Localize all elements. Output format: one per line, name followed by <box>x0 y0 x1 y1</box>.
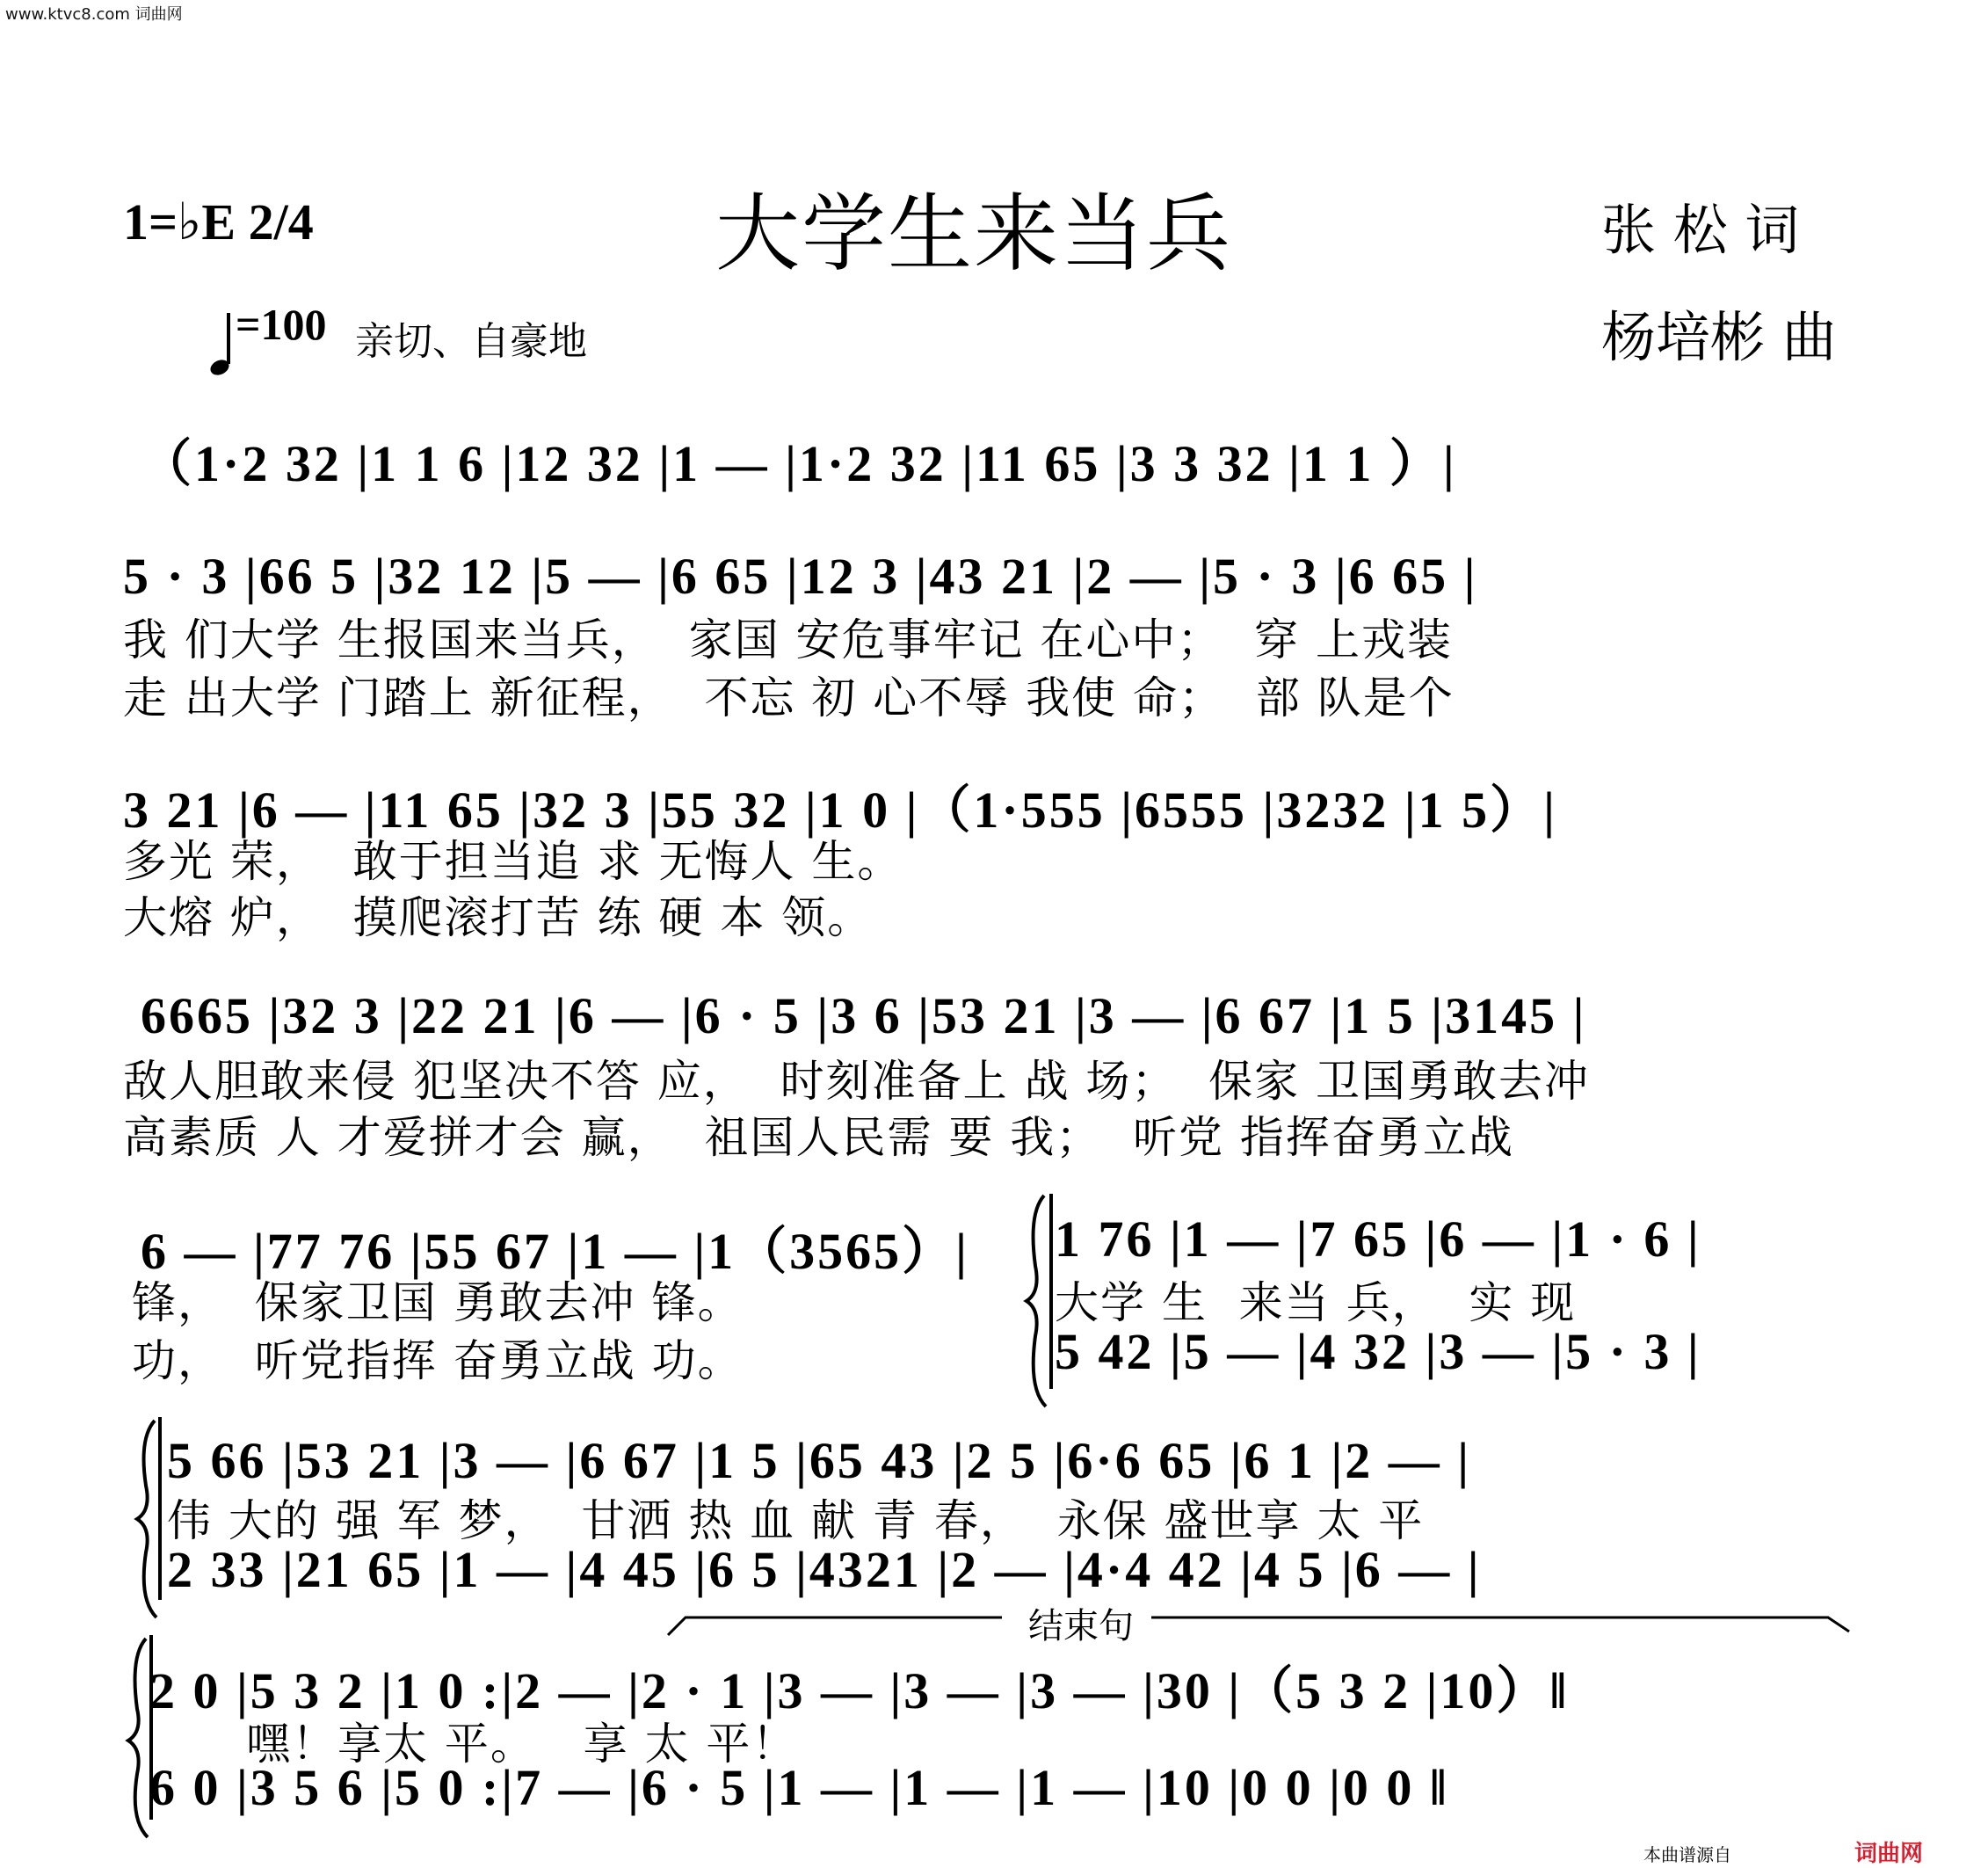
chorus2-lyrics: 伟 大的 强 军 梦， 甘洒 热 血 献 青 春， 永保 盛世享 太 平 <box>167 1495 1425 1546</box>
system4-lyrics-verse2: 功， 听党指挥 奋勇立战 功。 <box>132 1335 744 1386</box>
system2-lyrics-verse2: 大熔 炉， 摸爬滚打苦 练 硬 本 领。 <box>123 892 874 943</box>
chorus3-lower-voice: 6 0 |3 5 6 |5 0 :|7 — |6 · 5 |1 — |1 — |1 — |10 |0 0 |0 0 ‖ <box>149 1759 1449 1816</box>
tempo-marking: =100 <box>236 300 327 349</box>
ending-label: 结束句 <box>1019 1598 1143 1648</box>
chorus1-lower-voice: 5 42 |5 — |4 32 |3 — |5 · 3 | <box>1055 1323 1701 1380</box>
chorus2-upper-voice: 5 66 |53 21 |3 — |6 67 |1 5 |65 43 |2 5 |6·6 65 |6 1 |2 — | <box>167 1432 1472 1489</box>
chorus3-lyrics: 嘿！享太 平。 享 太 平！ <box>246 1719 798 1770</box>
system3-melody: 6665 |32 3 |22 21 |6 — |6 · 5 |3 6 |53 21 |3 — |6 67 |1 5 |3145 | <box>141 987 1587 1044</box>
chorus3-upper-voice: 2 0 |5 3 2 |1 0 :|2 — |2 · 1 |3 — |3 — |3 — |30 |（5 3 2 |10）‖ <box>149 1662 1570 1719</box>
intro-melody: （1·2 32 |1 1 6 |12 32 |1 — |1·2 32 |11 65 |3 3 32 |1 1 ）| <box>141 435 1457 492</box>
watermark: www.ktvc8.com 词曲网 <box>5 5 183 24</box>
system1-melody: 5 · 3 |66 5 |32 12 |5 — |6 65 |12 3 |43 21 |2 — |5 · 3 |6 65 | <box>123 548 1478 605</box>
key-signature: 1=♭E 2/4 <box>123 193 314 251</box>
system2-lyrics-verse1: 多光 荣， 敢于担当追 求 无悔人 生。 <box>123 836 903 887</box>
chorus1-lyrics: 大学 生 来当 兵， 实 现 <box>1055 1277 1577 1328</box>
system3-lyrics-verse2: 高素质 人 才爱拼才会 赢， 祖国人民需 要 我； 听党 指挥奋勇立战 <box>123 1112 1514 1163</box>
chorus2-lower-voice: 2 33 |21 65 |1 — |4 45 |6 5 |4321 |2 — |4·4 42 |4 5 |6 — | <box>167 1541 1482 1598</box>
footer-brand[interactable]: 词曲网 <box>1854 1841 1924 1867</box>
system1-lyrics-verse1: 我 们大学 生报国来当兵， 家国 安危事牢记 在心中； 穿 上戎装 <box>123 614 1454 665</box>
composer-credit: 杨培彬 曲 <box>1601 305 1837 369</box>
system4-melody: 6 — |77 76 |55 67 |1 — |1（3565）| <box>141 1223 969 1280</box>
chorus1-upper-voice: 1 76 |1 — |7 65 |6 — |1 · 6 | <box>1055 1210 1701 1268</box>
lyricist-credit: 张 松 词 <box>1601 198 1800 262</box>
system1-lyrics-verse2: 走 出大学 门踏上 新征程， 不忘 初 心不辱 我使 命； 部 队是个 <box>123 672 1455 723</box>
expression-marking: 亲切、自豪地 <box>355 319 587 364</box>
system2-melody: 3 21 |6 — |11 65 |32 3 |55 32 |1 0 |（1·555 |6555 |3232 |1 5）| <box>123 781 1557 839</box>
system3-lyrics-verse1: 敌人胆敢来侵 犯坚决不答 应， 时刻准备上 战 场； 保家 卫国勇敢去冲 <box>123 1056 1591 1107</box>
song-title: 大学生来当兵 <box>715 185 1232 283</box>
system4-lyrics-verse1: 锋， 保家卫国 勇敢去冲 锋。 <box>132 1277 744 1328</box>
footer-source-text: 本曲谱源自 <box>1643 1844 1731 1865</box>
